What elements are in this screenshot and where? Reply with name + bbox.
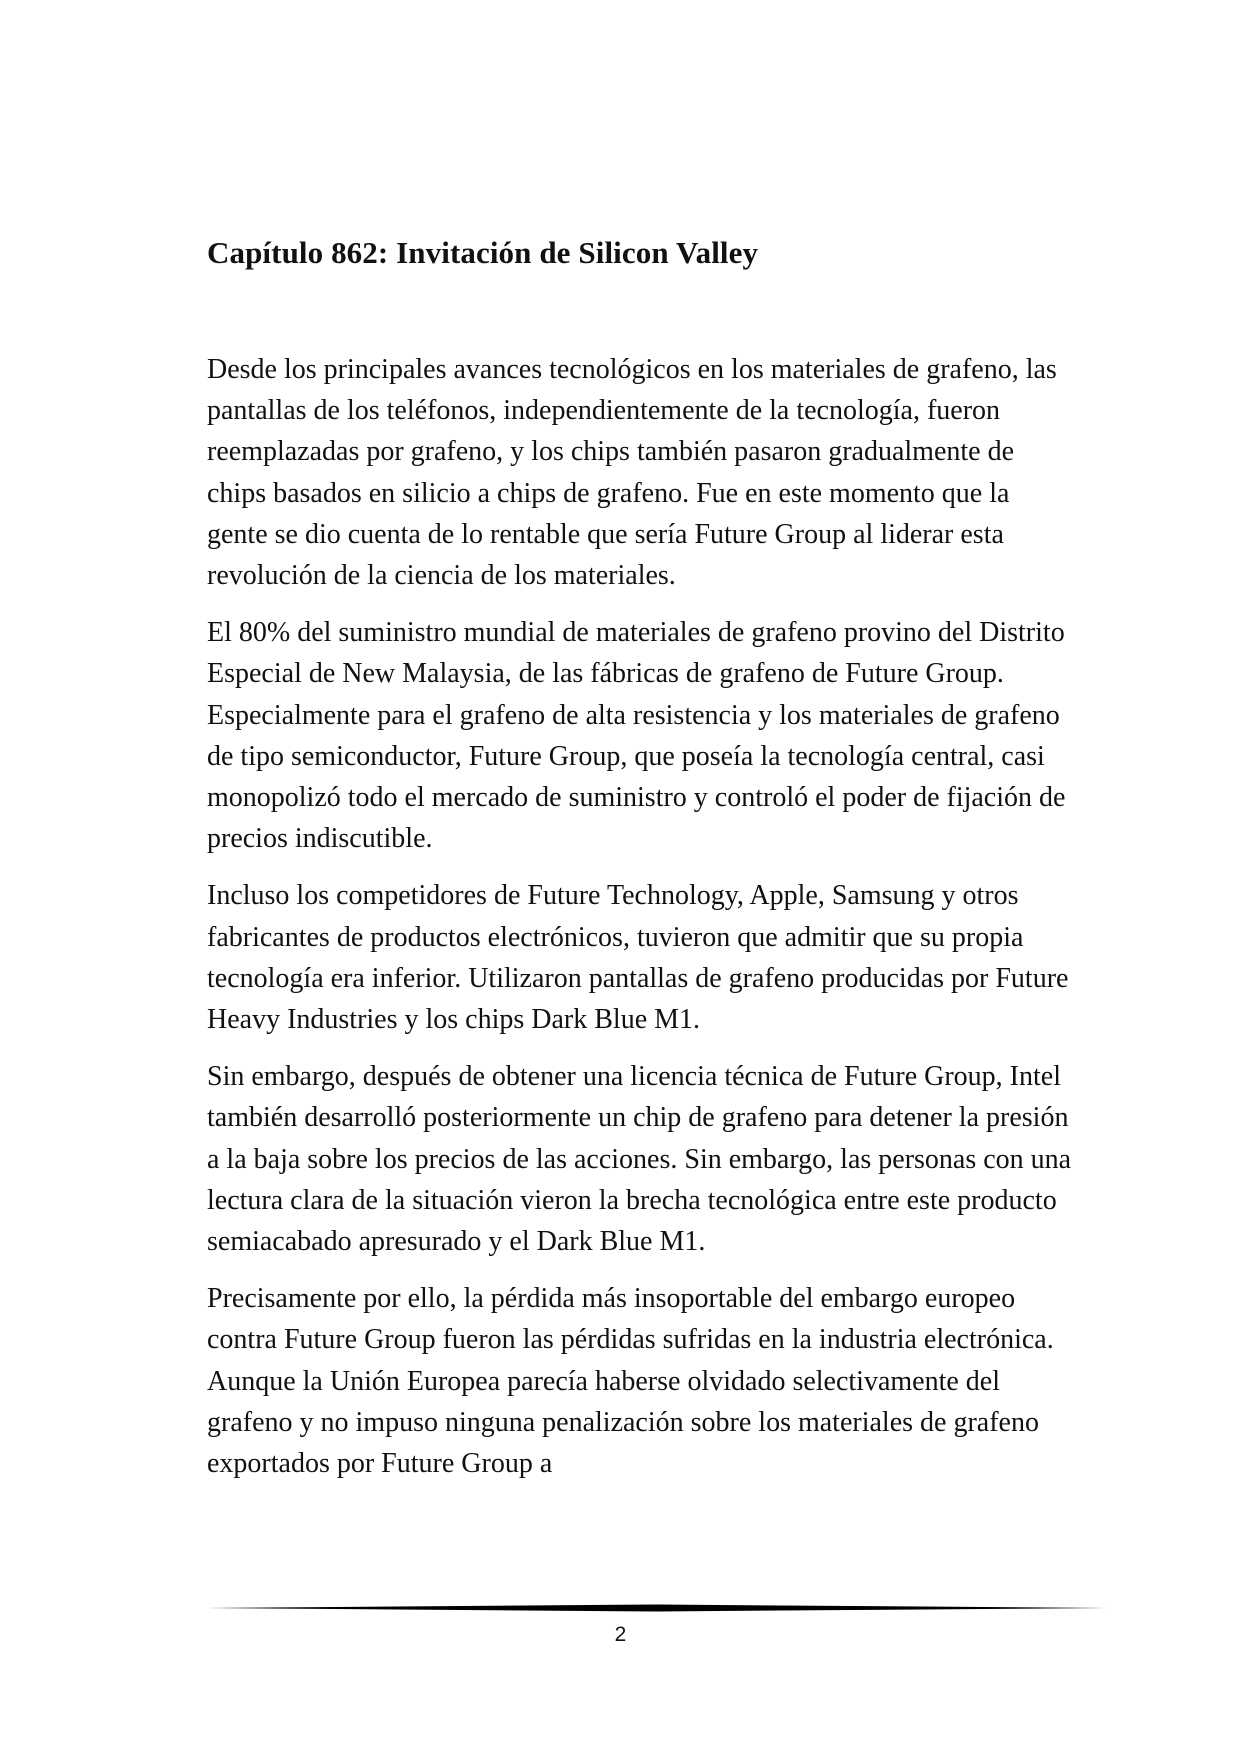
paragraph-5: Precisamente por ello, la pérdida más insoportable del embargo europeo contra Future Group fueron las pérdidas sufridas en la industria electrónica. Aunque la Unión Europea parecía haberse olvidado selectivamente del grafeno y no impuso ninguna penalización sobre los materiales de grafeno exportados por Future Group a xyxy=(207,1283,1054,1480)
footer-divider xyxy=(207,1601,1107,1615)
chapter-title: Capítulo 862: Invitación de Silicon Valley xyxy=(207,235,759,270)
page-number: 2 xyxy=(614,1623,627,1646)
paragraph-2: El 80% del suministro mundial de materiales de grafeno provino del Distrito Especial de New Malaysia, de las fábricas de grafeno de Future Group. Especialmente para el grafeno de alta resistencia y los materiales de grafeno de tipo semiconductor, Future Group, que poseía la tecnología central, casi monopolizó todo el mercado de suministro y controló el poder de fijación de precios indiscutible. xyxy=(207,617,1066,855)
chapter-body xyxy=(207,349,1077,1500)
paragraph-1: Desde los principales avances tecnológicos en los materiales de grafeno, las pantallas de los teléfonos, independientemente de la tecnología, fueron reemplazadas por grafeno, y los chips también pasaron gradualmente de chips basados en silicio a chips de grafeno. Fue en este momento que la gente se dio cuenta de lo rentable que sería Future Group al liderar esta revolución de la ciencia de los materiales. xyxy=(207,354,1057,592)
paragraph-3: Incluso los competidores de Future Technology, Apple, Samsung y otros fabricantes de productos electrónicos, tuvieron que admitir que su propia tecnología era inferior. Utilizaron pantallas de grafeno producidas por Future Heavy Industries y los chips Dark Blue M1. xyxy=(207,880,1069,1036)
paragraph-4: Sin embargo, después de obtener una licencia técnica de Future Group, Intel también desarrolló posteriormente un chip de grafeno para detener la presión a la baja sobre los precios de las acciones. Sin embargo, las personas con una lectura clara de la situación vieron la brecha tecnológica entre este producto semiacabado apresurado y el Dark Blue M1. xyxy=(207,1061,1072,1258)
